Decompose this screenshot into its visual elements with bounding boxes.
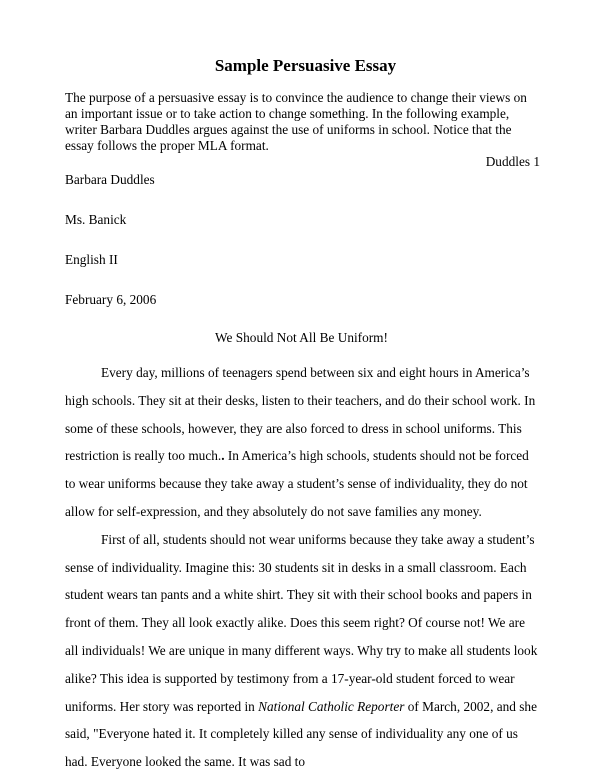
mla-heading bbox=[65, 172, 538, 308]
paragraph2-text-b: of March, 2002, and she said, "Everyone hated it. It completely killed any sense of individuality any one of us had. Everyone looked the same. It was sad to bbox=[65, 698, 537, 770]
course-name: English II bbox=[65, 252, 118, 267]
essay-title: We Should Not All Be Uniform! bbox=[215, 330, 388, 345]
intro-paragraph: The purpose of a persuasive essay is to convince the audience to change their views on an important issue or to take action to change something. In the following example, writer Barbara Duddles argues against the use of uniforms in school. Notice that the essay follows the proper MLA format. bbox=[65, 90, 527, 153]
source-title: National Catholic Reporter bbox=[258, 698, 405, 714]
author-name: Barbara Duddles bbox=[65, 172, 155, 187]
paragraph1-text-b: In America’s high schools, students should not be forced to wear uniforms because they take away a student’s sense of individuality, they do not allow for self-expression, and they absolutely do not save families any money. bbox=[65, 448, 529, 519]
paragraph1-text-a: Every day, millions of teenagers spend between six and eight hours in America’s high schools. They sit at their desks, listen to their teachers, and do their school work. In some of these schools, however, they are also forced to dress in school uniforms. This restriction is really too much. bbox=[65, 365, 536, 464]
body-paragraph-2 bbox=[65, 526, 540, 776]
body-paragraph-1 bbox=[65, 359, 540, 526]
paragraph2-text-a: First of all, students should not wear uniforms because they take away a student’s sense of individuality. Imagine this: 30 students sit in desks in a small classroom. Each student wears tan pants and a white shirt. They sit with their school books and papers in front of them. They all look exactly alike. Does this seem right? Of course not! We are all individuals! We are unique in many different ways. Why try to make all students look alike? This idea is supported by testimony from a 17-year-old student forced to wear uniforms. Her story was reported in bbox=[65, 531, 538, 714]
instructor-name: Ms. Banick bbox=[65, 212, 127, 227]
document-title: Sample Persuasive Essay bbox=[214, 56, 397, 75]
paragraph1-bold-period: . bbox=[221, 448, 225, 464]
essay-date: February 6, 2006 bbox=[65, 292, 157, 307]
running-head: Duddles 1 bbox=[485, 154, 540, 169]
